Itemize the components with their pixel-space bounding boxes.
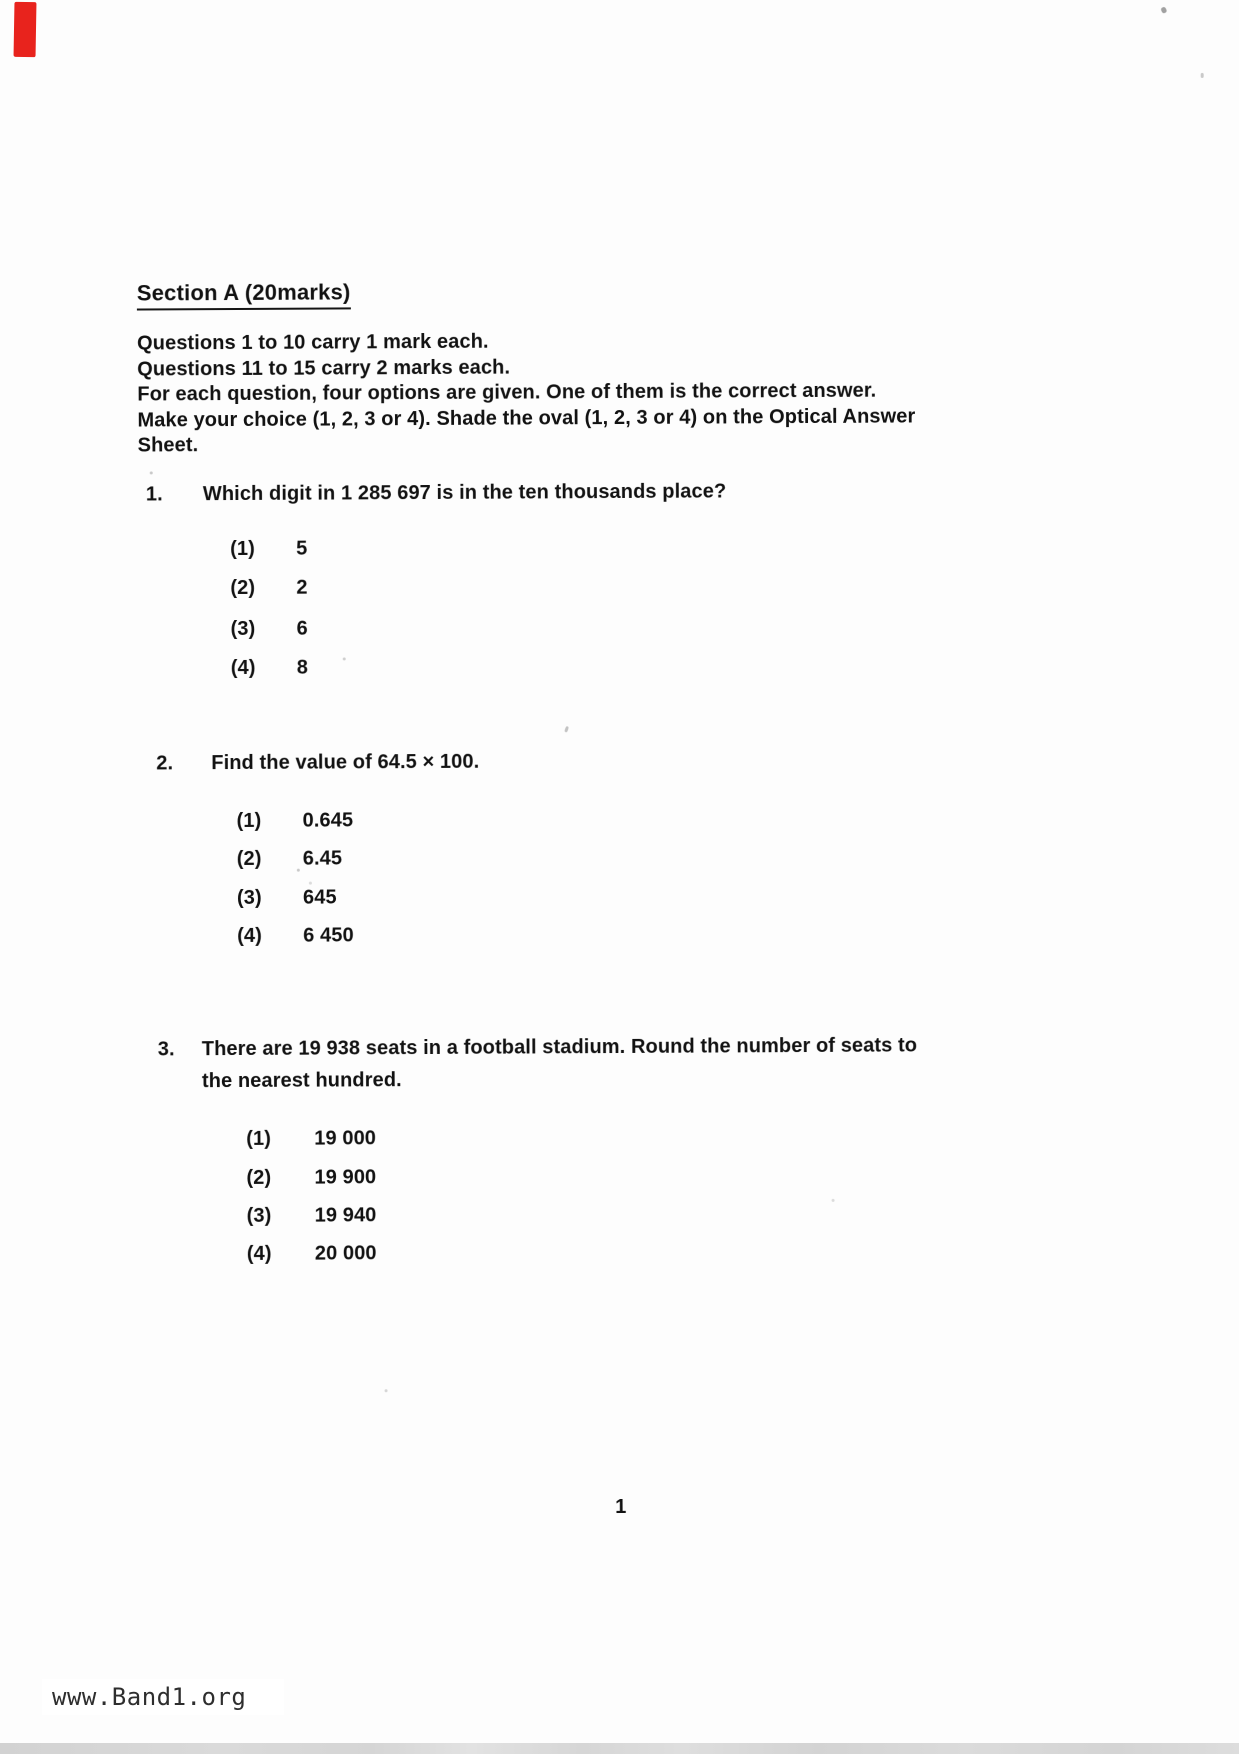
instructions-line: Questions 11 to 15 carry 2 marks each. — [137, 356, 511, 381]
scan-speck — [150, 471, 153, 474]
option-value: 0.645 — [302, 809, 354, 832]
instructions-line: For each question, four options are given. One of them is the correct answer. — [137, 379, 877, 406]
option-label: (4) — [237, 924, 262, 948]
instructions-line: Sheet. — [137, 434, 199, 457]
option-value: 5 — [296, 537, 308, 560]
scan-speck — [385, 1389, 388, 1392]
scan-speck — [309, 882, 312, 885]
option-value: 6 450 — [303, 924, 354, 947]
option-label: (3) — [236, 886, 262, 910]
instructions-block — [137, 327, 928, 459]
option-label: (2) — [236, 847, 262, 871]
question-text: There are 19 938 seats in a football stadium. Round the number of seats to — [201, 1034, 918, 1061]
question-number: 2. — [156, 752, 174, 775]
option-label: (1) — [236, 809, 262, 833]
option-value: 20 000 — [314, 1242, 377, 1265]
option-value: 2 — [296, 576, 308, 599]
option-value: 645 — [302, 886, 337, 909]
option-label: (3) — [246, 1204, 272, 1227]
scan-speck — [832, 1199, 835, 1202]
scan-speck — [1201, 73, 1204, 78]
question-number: 1. — [145, 483, 163, 506]
scan-edge-bar — [0, 1743, 1239, 1754]
option-label: (2) — [246, 1166, 272, 1189]
scan-speck — [564, 726, 569, 733]
page-number: 1 — [615, 1495, 627, 1519]
section-heading: Section A (20marks) — [137, 279, 351, 310]
option-value: 8 — [296, 656, 309, 679]
question-text: the nearest hundred. — [201, 1069, 402, 1093]
watermark-link: www.Band1.org — [52, 1683, 247, 1711]
option-value: 6.45 — [302, 847, 343, 870]
scan-speck — [343, 657, 346, 660]
option-label: (4) — [246, 1242, 272, 1265]
instructions-line: Questions 1 to 10 carry 1 mark each. — [137, 330, 489, 355]
red-pen-mark — [14, 2, 37, 57]
option-label: (2) — [230, 576, 256, 600]
option-label: (4) — [230, 656, 256, 680]
scan-speck — [1160, 6, 1167, 14]
option-value: 19 940 — [314, 1204, 377, 1227]
scan-speck — [297, 869, 300, 872]
option-value: 6 — [296, 617, 308, 640]
option-label: (1) — [230, 537, 255, 561]
question-number: 3. — [157, 1038, 175, 1061]
option-label: (1) — [246, 1127, 272, 1150]
question-text: Find the value of 64.5 × 100. — [211, 750, 480, 775]
instructions-line: Make your choice (1, 2, 3 or 4). Shade the oval (1, 2, 3 or 4) on the Optical Answer — [137, 404, 916, 432]
option-label: (3) — [230, 617, 256, 641]
option-value: 19 000 — [314, 1127, 377, 1150]
question-text: Which digit in 1 285 697 is in the ten thousands place? — [202, 480, 727, 506]
option-value: 19 900 — [314, 1166, 377, 1189]
